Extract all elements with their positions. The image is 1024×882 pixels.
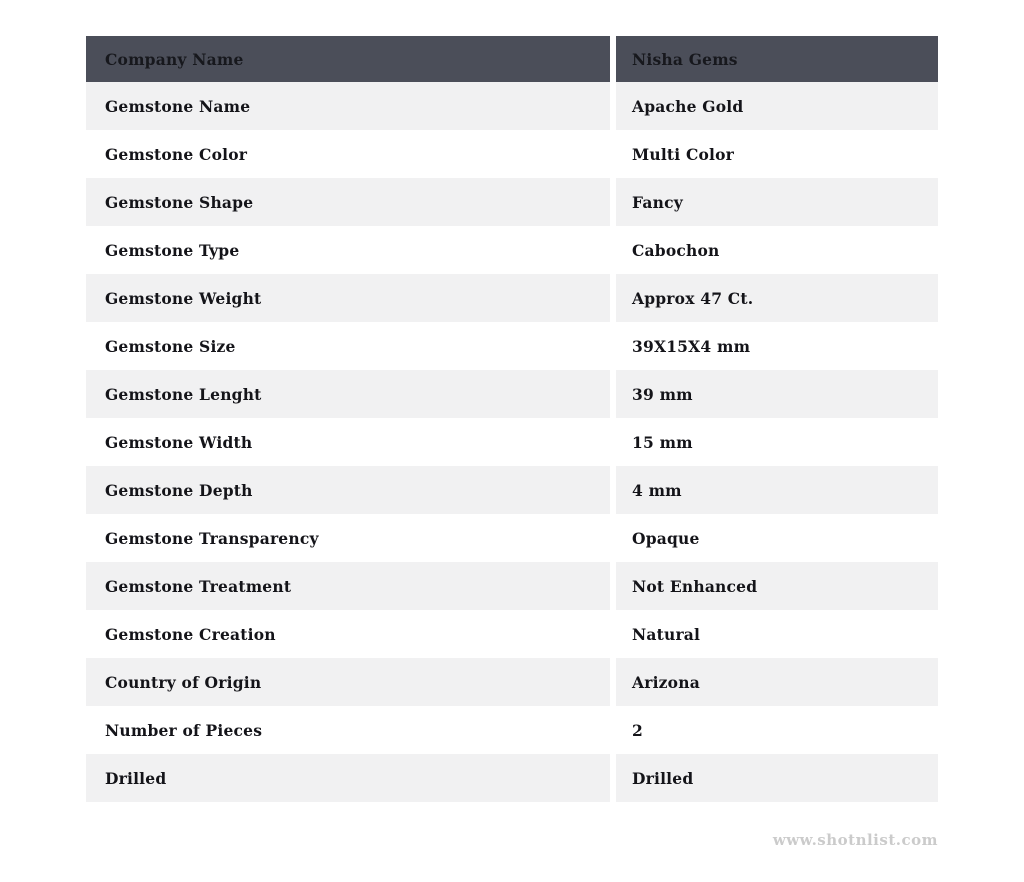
row-value: 2 — [616, 706, 938, 754]
table-row — [86, 370, 938, 418]
table-row — [86, 466, 938, 514]
table-row — [86, 178, 938, 226]
table-row — [86, 562, 938, 610]
row-label: Gemstone Color — [86, 130, 610, 178]
row-label: Gemstone Treatment — [86, 562, 610, 610]
row-value: Not Enhanced — [616, 562, 938, 610]
header-value-cell: Nisha Gems — [616, 36, 938, 82]
table-row — [86, 706, 938, 754]
row-value: Cabochon — [616, 226, 938, 274]
table-row — [86, 82, 938, 130]
table-row — [86, 754, 938, 802]
row-value: Arizona — [616, 658, 938, 706]
table-row — [86, 658, 938, 706]
row-label: Gemstone Width — [86, 418, 610, 466]
row-value: Fancy — [616, 178, 938, 226]
row-value: Drilled — [616, 754, 938, 802]
table-row — [86, 130, 938, 178]
row-label: Gemstone Weight — [86, 274, 610, 322]
row-label: Gemstone Name — [86, 82, 610, 130]
row-label: Gemstone Creation — [86, 610, 610, 658]
site-watermark: www.shotnlist.com — [772, 831, 938, 849]
gemstone-spec-table — [86, 36, 938, 802]
row-value: 39 mm — [616, 370, 938, 418]
table-row — [86, 274, 938, 322]
row-label: Gemstone Type — [86, 226, 610, 274]
table-row — [86, 418, 938, 466]
row-label: Gemstone Lenght — [86, 370, 610, 418]
row-value: Approx 47 Ct. — [616, 274, 938, 322]
row-value: 4 mm — [616, 466, 938, 514]
table-row — [86, 514, 938, 562]
row-label: Country of Origin — [86, 658, 610, 706]
row-label: Drilled — [86, 754, 610, 802]
header-label-cell: Company Name — [86, 36, 610, 82]
table-row — [86, 226, 938, 274]
row-value: 15 mm — [616, 418, 938, 466]
row-label: Gemstone Shape — [86, 178, 610, 226]
table-row — [86, 322, 938, 370]
row-label: Gemstone Depth — [86, 466, 610, 514]
row-label: Gemstone Transparency — [86, 514, 610, 562]
row-value: Natural — [616, 610, 938, 658]
row-value: Opaque — [616, 514, 938, 562]
row-label: Number of Pieces — [86, 706, 610, 754]
row-value: Apache Gold — [616, 82, 938, 130]
row-value: Multi Color — [616, 130, 938, 178]
table-row — [86, 610, 938, 658]
row-value: 39X15X4 mm — [616, 322, 938, 370]
table-header-row — [86, 36, 938, 82]
row-label: Gemstone Size — [86, 322, 610, 370]
